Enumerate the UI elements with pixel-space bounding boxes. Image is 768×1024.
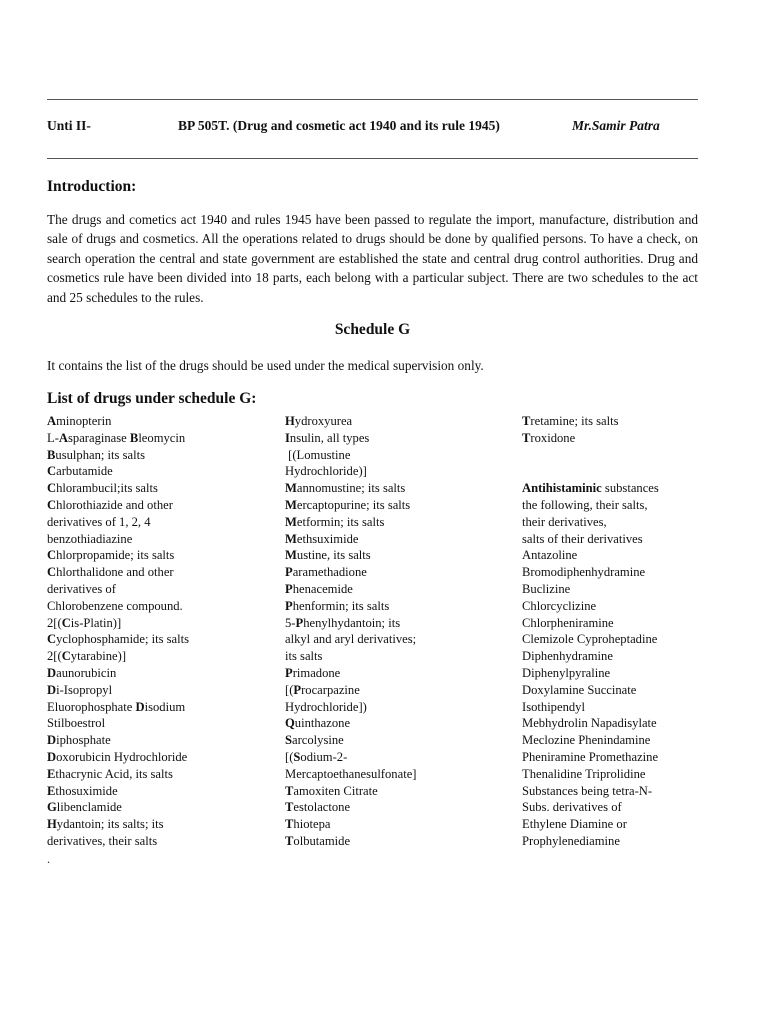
- drug-initial: P: [293, 682, 302, 697]
- drug-list-item: [285, 463, 416, 480]
- drug-list-item: [47, 783, 189, 800]
- drug-list-item: [285, 699, 416, 716]
- drug-name-text: yclophosphamide; its salts: [56, 632, 190, 647]
- drug-name-text: thacrynic Acid, its salts: [55, 766, 173, 781]
- drug-initial: D: [47, 749, 57, 764]
- drug-list-item: [522, 531, 659, 548]
- drug-name-text: rocarpazine: [301, 682, 360, 697]
- drug-list-item: [522, 833, 659, 850]
- drug-name-text: olbutamide: [293, 833, 351, 848]
- drug-list-item: [285, 833, 416, 850]
- drug-initial: T: [285, 817, 294, 832]
- drug-list-item: [522, 715, 659, 732]
- drug-name-text: ytarabine)]: [70, 649, 127, 664]
- drug-initial: D: [47, 665, 57, 680]
- drug-list-item: [522, 564, 659, 581]
- drug-initial: B: [129, 430, 139, 445]
- drug-name-text: Pheniramine Promethazine: [522, 749, 659, 764]
- drug-list-item: [522, 447, 659, 464]
- drug-name-text: sparaginase: [68, 430, 130, 445]
- drug-name-text: etformin; its salts: [296, 514, 385, 529]
- drug-name-text: Ethylene Diamine or: [522, 817, 627, 832]
- drug-name-text: minopterin: [56, 414, 112, 428]
- drug-list-item: [47, 648, 189, 665]
- header-bottom-rule: [47, 158, 698, 159]
- drug-list-item: [522, 514, 659, 531]
- drug-list-item: [522, 665, 659, 682]
- drug-name-text: arbutamide: [56, 464, 113, 479]
- drug-list-item: [522, 682, 659, 699]
- drug-name-text: Diphenylpyraline: [522, 665, 611, 680]
- schedule-heading: Schedule G: [334, 321, 411, 338]
- drug-list-item: [47, 514, 189, 531]
- drug-name-text: is-Platin)]: [70, 615, 122, 630]
- drug-name-text: ydantoin; its salts; its: [56, 817, 164, 832]
- drug-name-text: derivatives of: [47, 581, 116, 596]
- drug-list-item: [285, 648, 416, 665]
- drug-list-item: [285, 799, 416, 816]
- drug-name-text: 2[(: [47, 615, 62, 630]
- drug-list-column-3: [522, 413, 659, 850]
- drug-name-text: ethsuximide: [296, 531, 359, 546]
- drug-list-item: [522, 631, 659, 648]
- schedule-description: It contains the list of the drugs should be used under the medical supervision only.: [47, 358, 484, 373]
- drug-list-item: [285, 631, 416, 648]
- drug-list-column-1: [47, 413, 189, 850]
- drug-list-item: [47, 497, 189, 514]
- drug-name-text: Chlorpheniramine: [522, 615, 614, 630]
- drug-list-item: [522, 413, 659, 430]
- drug-initial: M: [285, 497, 297, 512]
- drug-list-item: [285, 665, 416, 682]
- drug-list-item: [522, 732, 659, 749]
- drug-initial: T: [285, 783, 294, 798]
- drug-initial: M: [285, 481, 297, 496]
- drug-initial: M: [285, 531, 297, 546]
- unit-label: Unti II-: [47, 118, 91, 133]
- drug-name-text: hlorthalidone and other: [56, 565, 174, 580]
- drug-list-item: [47, 833, 189, 850]
- drug-name-text: Mebhydrolin Napadisylate: [522, 716, 657, 731]
- drug-list-item: [522, 547, 659, 564]
- drug-initial: T: [285, 833, 294, 848]
- drug-initial: Q: [285, 716, 295, 731]
- drug-list-item: [285, 732, 416, 749]
- drug-initial: P: [295, 615, 304, 630]
- drug-list-item: [285, 715, 416, 732]
- drug-initial: B: [47, 447, 56, 462]
- drug-name-text: roxidone: [530, 430, 576, 445]
- drug-list-item: [285, 783, 416, 800]
- drug-list-item: [47, 447, 189, 464]
- drug-list-item: [285, 816, 416, 833]
- drug-name-text: aramethadione: [292, 565, 367, 580]
- drug-initial: P: [285, 598, 293, 613]
- drug-list-item: [285, 447, 416, 464]
- drug-name-text: 5-: [285, 615, 296, 630]
- drug-list-item: [47, 615, 189, 632]
- drug-initial: C: [47, 464, 57, 479]
- drug-name-text: annomustine; its salts: [296, 481, 406, 496]
- drug-list-item: [47, 531, 189, 548]
- drug-list-item: [522, 799, 659, 816]
- drug-list-item: [522, 648, 659, 665]
- drug-list-item: [285, 413, 416, 430]
- drug-list-item: [522, 497, 659, 514]
- drug-list-item: [522, 749, 659, 766]
- trailing-mark: .: [47, 852, 50, 866]
- course-title: BP 505T. (Drug and cosmetic act 1940 and its rule 1945): [178, 118, 500, 133]
- drug-name-text: Hydrochloride]): [285, 699, 367, 714]
- drug-name-text: thosuximide: [55, 783, 118, 798]
- drug-list-item: [47, 581, 189, 598]
- page-header: [47, 118, 698, 134]
- drug-list-item: [522, 783, 659, 800]
- drug-name-text: i-Isopropyl: [56, 682, 113, 697]
- drug-name-text: their derivatives,: [522, 514, 607, 529]
- drug-name-text: hiotepa: [293, 817, 331, 832]
- drug-name-text: iphosphate: [56, 733, 111, 748]
- drug-list-item: [522, 766, 659, 783]
- drug-name-text: [(: [285, 749, 294, 764]
- drug-list-item: [47, 749, 189, 766]
- drug-list-item: [285, 430, 416, 447]
- drug-name-text: Thenalidine Triprolidine: [522, 766, 646, 781]
- drug-initial: M: [285, 514, 297, 529]
- drug-name-text: L-: [47, 430, 59, 445]
- drug-name-text: Isothipendyl: [522, 699, 585, 714]
- drug-name-text: [(Lomustine: [285, 447, 351, 462]
- drug-name-text: its salts: [285, 649, 323, 664]
- drug-name-text: Antazoline: [522, 548, 578, 563]
- drug-initial: Antihistaminic: [522, 481, 602, 496]
- drug-list-item: [47, 480, 189, 497]
- drug-name-text: Prophylenediamine: [522, 833, 620, 848]
- drug-name-text: Bromodiphenhydramine: [522, 565, 646, 580]
- drug-name-text: the following, their salts,: [522, 497, 648, 512]
- drug-initial: A: [47, 414, 57, 428]
- drug-name-text: rimadone: [292, 665, 341, 680]
- drug-list-item: [47, 699, 189, 716]
- drug-name-text: alkyl and aryl derivatives;: [285, 632, 417, 647]
- drug-list-item: [285, 766, 416, 783]
- drug-list-item: [285, 598, 416, 615]
- drug-name-text: derivatives of 1, 2, 4: [47, 514, 151, 529]
- drug-initial: H: [285, 414, 295, 428]
- drug-list-item: [522, 430, 659, 447]
- drug-name-text: ercaptopurine; its salts: [296, 497, 411, 512]
- drug-name-text: Meclozine Phenindamine: [522, 733, 651, 748]
- drug-name-text: retamine; its salts: [530, 414, 619, 428]
- drug-name-text: Subs. derivatives of: [522, 800, 622, 815]
- introduction-paragraph: The drugs and cometics act 1940 and rules 1945 have been passed to regulate the import, manufacture, distribution and sale of drugs and cosmetics. All the operations related to drugs should be done by qualified persons. To have a check, on search operation the central and state government are established the state and central drug control authorities. Drug and cosmetics rule have been divided into 18 parts, each belong with a particular subject. There are two schedules to the act and 25 schedules to the rules.: [47, 212, 698, 305]
- drug-list-item: [285, 581, 416, 598]
- drug-list-item: [47, 598, 189, 615]
- drug-initial: C: [47, 497, 57, 512]
- drug-list-item: [522, 581, 659, 598]
- drug-name-text: Hydrochloride)]: [285, 464, 367, 479]
- drug-name-text: Substances being tetra-N-: [522, 783, 653, 798]
- drug-list-item: [47, 430, 189, 447]
- drug-initial: T: [522, 414, 531, 428]
- drug-list-item: [47, 715, 189, 732]
- drug-list-item: [47, 682, 189, 699]
- drug-name-text: oxorubicin Hydrochloride: [56, 749, 188, 764]
- drug-list-item: [285, 749, 416, 766]
- drug-list-item: [522, 463, 659, 480]
- drug-initial: I: [285, 430, 290, 445]
- drug-initial: C: [47, 548, 57, 563]
- drug-list-item: [47, 816, 189, 833]
- drug-name-text: hlorambucil;its salts: [56, 481, 158, 496]
- drug-list-item: [285, 564, 416, 581]
- drug-list-item: [285, 615, 416, 632]
- drug-name-text: Buclizine: [522, 581, 571, 596]
- drug-list-item: [522, 615, 659, 632]
- author-name: Mr.Samir Patra: [572, 118, 660, 133]
- drug-name-text: substances: [601, 481, 659, 496]
- drug-initial: E: [47, 783, 56, 798]
- drug-name-text: uinthazone: [294, 716, 351, 731]
- drug-initial: G: [47, 800, 57, 815]
- drug-list-item: [285, 514, 416, 531]
- drug-initial: P: [285, 581, 293, 596]
- drug-name-text: Chlorobenzene compound.: [47, 598, 183, 613]
- drug-initial: P: [285, 565, 293, 580]
- drug-list-item: [47, 732, 189, 749]
- drug-list-item: [285, 682, 416, 699]
- drug-initial: H: [47, 817, 57, 832]
- drug-name-text: [(: [285, 682, 294, 697]
- drug-name-text: ustine, its salts: [296, 548, 371, 563]
- drug-list-item: [285, 547, 416, 564]
- drug-list-item: [47, 631, 189, 648]
- drug-list-item: [47, 547, 189, 564]
- drug-list-item: [47, 665, 189, 682]
- drug-initial: P: [285, 665, 293, 680]
- drug-initial: D: [47, 682, 57, 697]
- drug-name-text: usulphan; its salts: [55, 447, 145, 462]
- drug-list-item: [47, 463, 189, 480]
- drug-name-text: benzothiadiazine: [47, 531, 133, 546]
- drug-list-column-2: [285, 413, 416, 850]
- drug-name-text: henacemide: [292, 581, 353, 596]
- drug-initial: C: [47, 481, 57, 496]
- drug-name-text: hlorothiazide and other: [56, 497, 173, 512]
- drug-list-item: [47, 799, 189, 816]
- drug-name-text: ydroxyurea: [294, 414, 353, 428]
- drug-name-text: Eluorophosphate: [47, 699, 136, 714]
- drug-name-text: Stilboestrol: [47, 716, 106, 731]
- drug-name-text: henylhydantoin; its: [303, 615, 401, 630]
- drug-list-item: [522, 699, 659, 716]
- drug-name-text: libenclamide: [56, 800, 122, 815]
- drug-initial: T: [285, 800, 294, 815]
- drug-name-text: aunorubicin: [56, 665, 117, 680]
- drug-name-text: Clemizole Cyproheptadine: [522, 632, 658, 647]
- header-top-rule: [47, 99, 698, 100]
- drug-name-text: isodium: [144, 699, 186, 714]
- drug-initial: T: [522, 430, 531, 445]
- drug-name-text: Mercaptoethanesulfonate]: [285, 766, 417, 781]
- drug-name-text: arcolysine: [292, 733, 344, 748]
- drug-name-text: estolactone: [293, 800, 351, 815]
- drug-name-text: leomycin: [138, 430, 186, 445]
- drug-initial: A: [58, 430, 68, 445]
- drug-list-item: [47, 413, 189, 430]
- drug-initial: M: [285, 548, 297, 563]
- drug-list-item: [522, 598, 659, 615]
- drug-name-text: nsulin, all types: [289, 430, 370, 445]
- drug-name-text: henformin; its salts: [292, 598, 390, 613]
- drug-list-item: [47, 766, 189, 783]
- drug-initial: S: [285, 733, 293, 748]
- drug-initial: C: [61, 615, 71, 630]
- drug-initial: E: [47, 766, 56, 781]
- drug-list-item: [522, 816, 659, 833]
- drug-initial: D: [135, 699, 145, 714]
- drug-initial: S: [293, 749, 301, 764]
- drug-initial: C: [61, 649, 71, 664]
- drug-name-text: odium-2-: [300, 749, 348, 764]
- drug-name-text: salts of their derivatives: [522, 531, 643, 546]
- drug-list-item: [47, 564, 189, 581]
- introduction-heading: Introduction:: [47, 178, 137, 195]
- drug-name-text: derivatives, their salts: [47, 833, 158, 848]
- drug-name-text: Chlorcyclizine: [522, 598, 597, 613]
- drug-name-text: Diphenhydramine: [522, 649, 613, 664]
- drug-list-heading: List of drugs under schedule G:: [47, 390, 257, 407]
- drug-initial: D: [47, 733, 57, 748]
- drug-name-text: 2[(: [47, 649, 62, 664]
- drug-name-text: amoxiten Citrate: [293, 783, 378, 798]
- drug-list-item: [285, 497, 416, 514]
- drug-list-item: [522, 480, 659, 497]
- drug-initial: C: [47, 632, 57, 647]
- drug-name-text: Doxylamine Succinate: [522, 682, 637, 697]
- drug-name-text: hlorpropamide; its salts: [56, 548, 175, 563]
- drug-list-item: [285, 480, 416, 497]
- drug-list-item: [285, 531, 416, 548]
- drug-initial: C: [47, 565, 57, 580]
